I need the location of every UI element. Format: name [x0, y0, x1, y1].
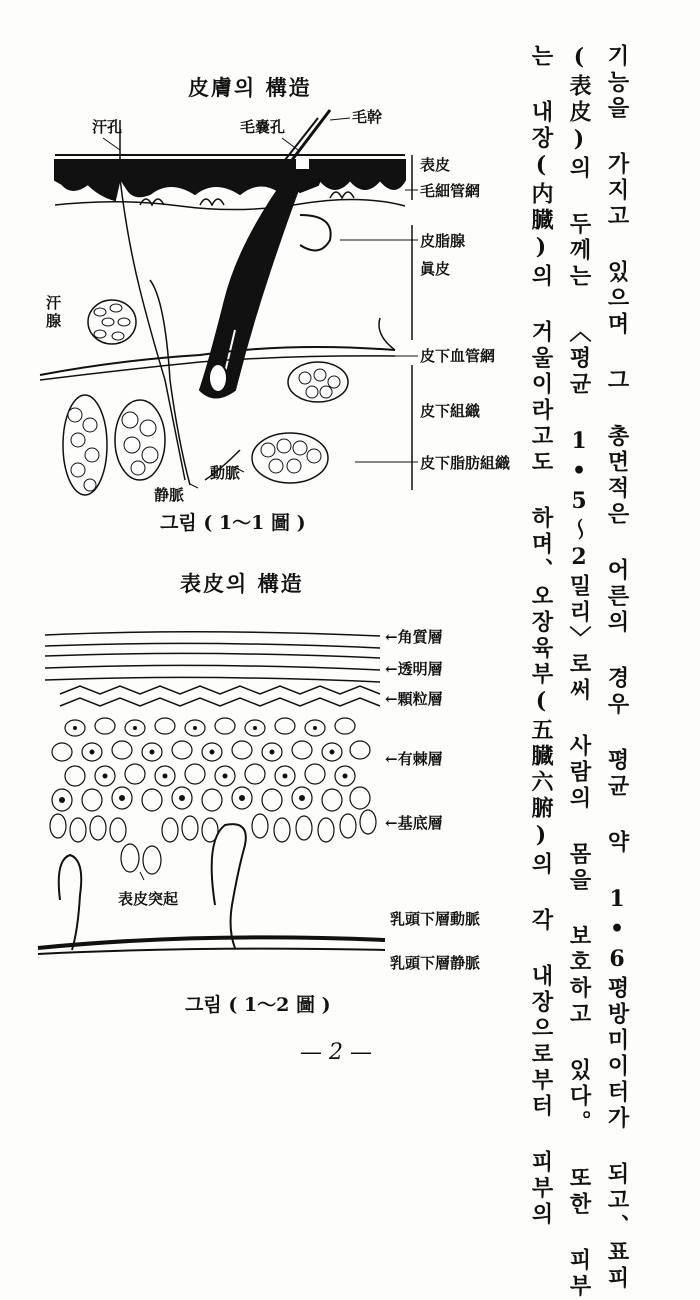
label-capillary: 毛細管網 — [420, 182, 481, 200]
label-dermis: 眞皮 — [420, 260, 451, 278]
label-stratum-corneum: ←角質層 — [385, 628, 443, 646]
label-subcutaneous-tissue: 皮下組織 — [420, 402, 481, 420]
figure1-title: 皮膚의 構造 — [188, 75, 312, 100]
figure2-caption: 그림 ( 1～2 圖 ) — [185, 994, 331, 1016]
figure1-caption: 그림 ( 1～1 圖 ) — [160, 512, 306, 534]
label-sweat-gland-2: 腺 — [46, 312, 62, 330]
epidermis-structure-drawing — [38, 632, 385, 954]
text-column-3: 는 내장(内臓)의 거울이라고도 하며、오장육부(五臓六腑)의 각 내장으로부터 피부의 — [528, 44, 554, 1228]
label-papillary-artery: 乳頭下層動脈 — [390, 910, 481, 928]
label-hair-shaft: 毛幹 — [352, 108, 383, 126]
label-epidermal-ridge: 表皮突起 — [118, 890, 179, 908]
label-sweat-gland-1: 汗 — [46, 294, 62, 312]
figure2-title: 表皮의 構造 — [180, 571, 304, 596]
label-hair-follicle: 毛嚢孔 — [240, 118, 286, 136]
label-subcutaneous-vessel: 皮下血管網 — [420, 347, 496, 365]
label-sweat-pore: 汗孔 — [92, 118, 123, 136]
label-stratum-basale: ←基底層 — [385, 814, 443, 832]
label-stratum-spinosum: ←有棘層 — [385, 750, 443, 768]
label-papillary-vein: 乳頭下層静脈 — [390, 954, 481, 972]
label-stratum-lucidum: ←透明層 — [385, 660, 443, 678]
label-stratum-granulosum: ←顆粒層 — [385, 690, 443, 708]
label-epidermis: 表皮 — [420, 156, 451, 174]
label-artery: 動脈 — [210, 464, 241, 482]
label-sebaceous-gland: 皮脂腺 — [420, 232, 466, 250]
label-subcutaneous-fat: 皮下脂肪組織 — [420, 454, 511, 472]
page-number: — 2 — — [300, 1040, 372, 1065]
skin-structure-drawing — [40, 110, 418, 495]
text-column-1: 기능을 가지고 있으며 그 총면적은 어른의 경우 평균 약 1•6평방미이터가 되고、표피 — [604, 44, 630, 1292]
label-vein: 静脈 — [154, 486, 185, 504]
text-column-2: (表皮)의 두께는 〈평균 1•5～2밀리〉로써 사람의 몸을 보호하고 있다。 또한 피부 — [566, 44, 592, 1300]
